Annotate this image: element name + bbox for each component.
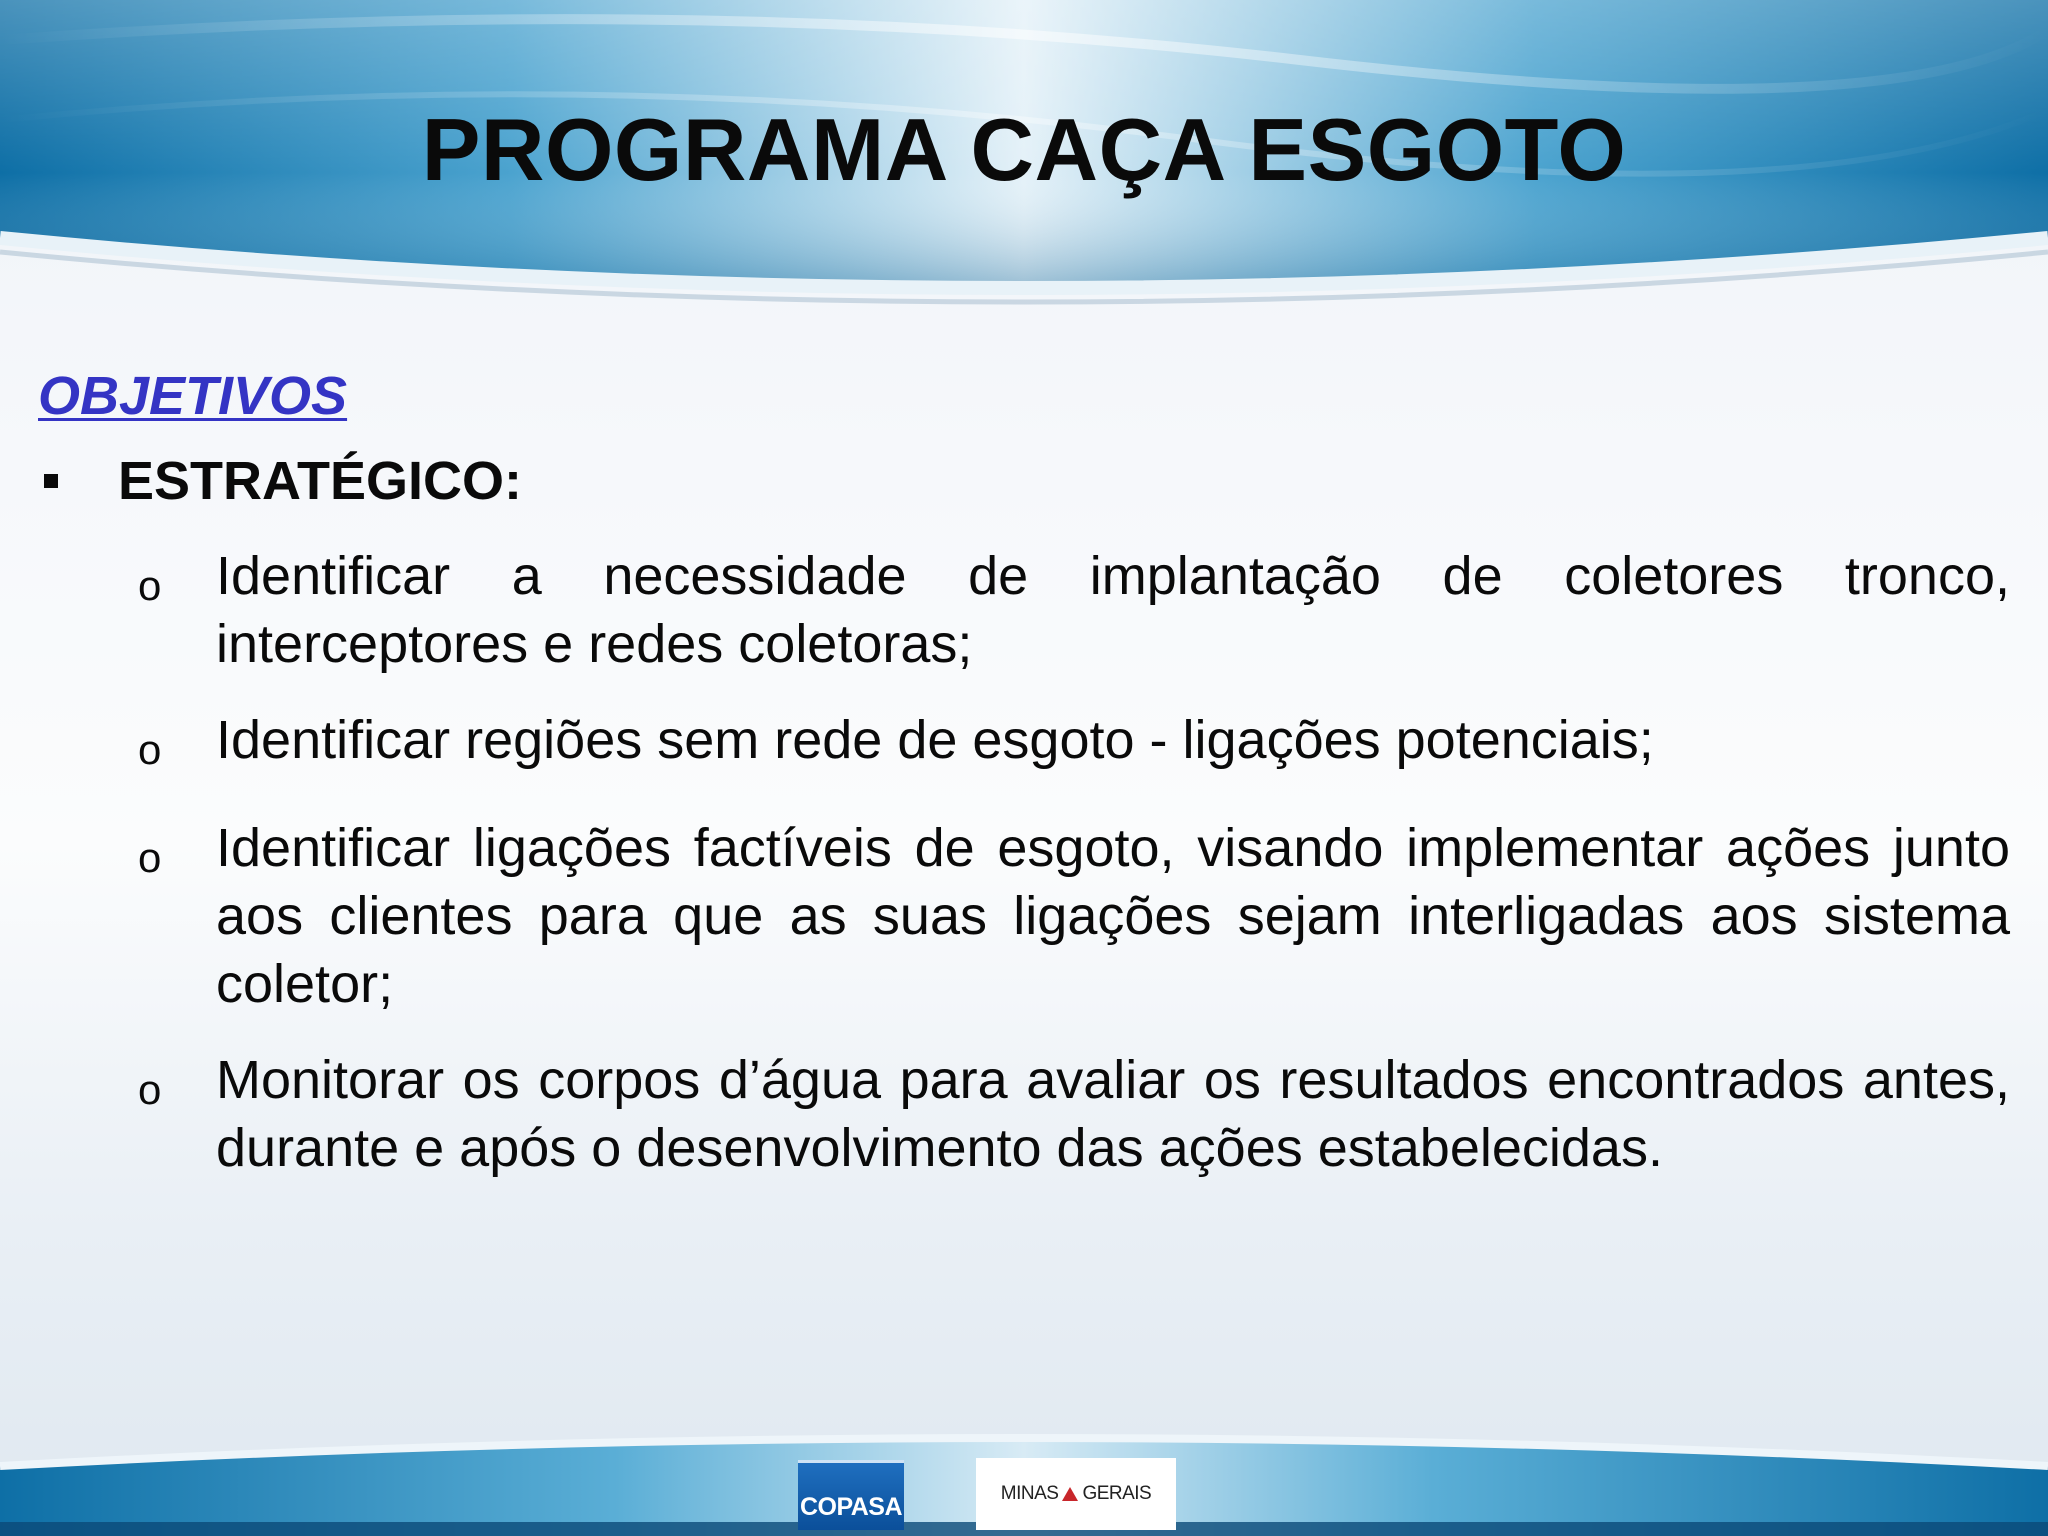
objective-item	[138, 706, 2010, 784]
objective-text: Identificar a necessidade de implantação de coletores tronco, interceptores e redes coletoras;	[216, 546, 2010, 674]
objective-item	[138, 1046, 2010, 1182]
slide-title: PROGRAMA CAÇA ESGOTO	[421, 100, 1627, 199]
copasa-logo	[798, 1460, 904, 1530]
circle-bullet-icon: o	[138, 562, 162, 609]
objectives-list	[138, 542, 2010, 1210]
copasa-logo-text: COPASA	[799, 1493, 903, 1521]
circle-bullet-icon: o	[138, 726, 162, 773]
objective-text: Identificar ligações factíveis de esgoto, visando implementar ações junto aos clientes para que as suas ligações sejam interligadas aos sistema coletor;	[216, 818, 2010, 1014]
minas-gerais-logo	[976, 1458, 1176, 1530]
objective-item	[138, 814, 2010, 1018]
minas-gerais-logo-left: MINAS	[1000, 1483, 1059, 1504]
square-bullet-icon	[44, 474, 58, 488]
triangle-icon	[1061, 1486, 1079, 1502]
strategic-label: ESTRATÉGICO:	[118, 451, 522, 511]
circle-bullet-icon: o	[138, 1066, 162, 1113]
section-label-objetivos: OBJETIVOS	[38, 366, 348, 426]
objective-text: Identificar regiões sem rede de esgoto - ligações potenciais;	[216, 710, 1654, 770]
minas-gerais-logo-row	[1001, 1483, 1152, 1505]
strategic-heading	[38, 448, 1998, 514]
minas-gerais-logo-right: GERAIS	[1082, 1483, 1152, 1504]
objective-item	[138, 542, 2010, 678]
circle-bullet-icon: o	[138, 834, 162, 881]
objective-text: Monitorar os corpos d’água para avaliar os resultados encontrados antes, durante e após o desenvolvimento das ações estabelecidas.	[216, 1050, 2010, 1178]
